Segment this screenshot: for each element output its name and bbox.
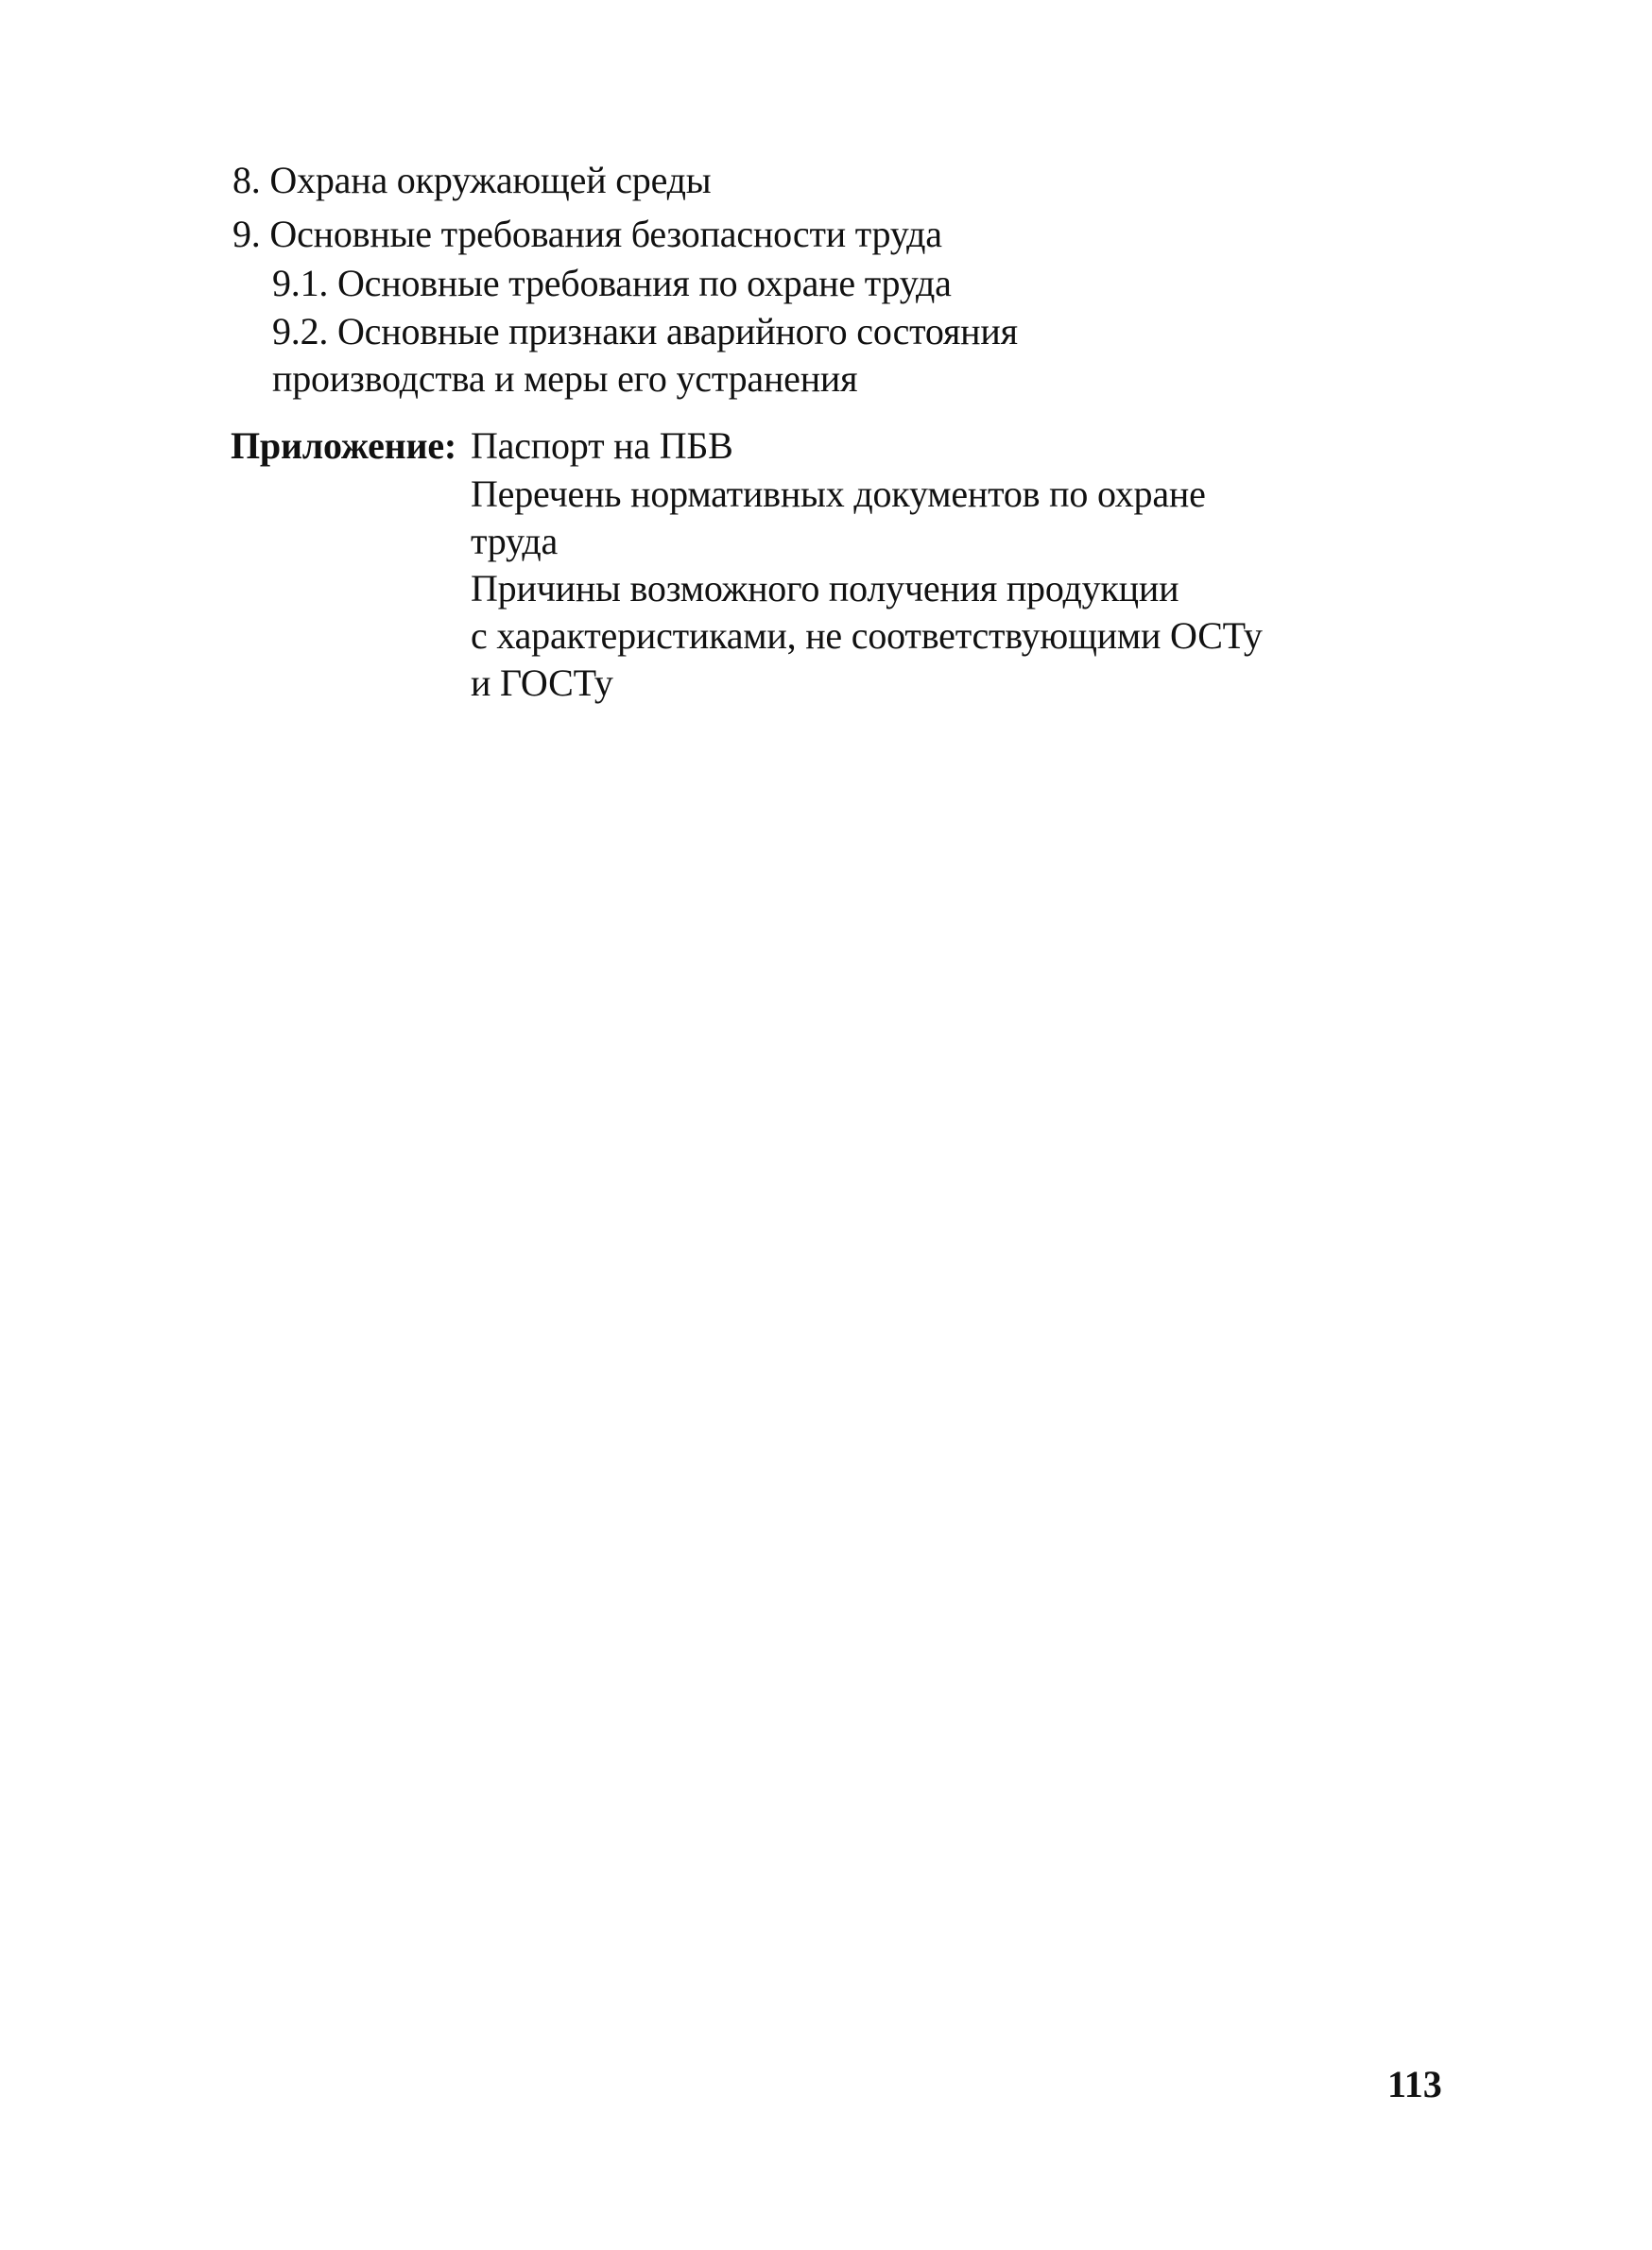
appendix-entry-3-line-2: с характеристиками, не соответствующими ОСТу <box>471 614 1263 657</box>
appendix-entry-3-line-1: Причины возможного получения продукции <box>471 567 1179 610</box>
appendix-entry-2-line-1: Перечень нормативных документов по охране <box>471 472 1206 515</box>
appendix-entry-1: Паспорт на ПБВ <box>471 424 733 467</box>
appendix-label: Приложение: <box>231 424 457 467</box>
toc-item-9-2-line-1: 9.2. Основные признаки аварийного состояния <box>272 310 1018 352</box>
appendix-entry-3-line-3: и ГОСТу <box>471 661 613 704</box>
toc-item-8: 8. Охрана окружающей среды <box>232 159 712 201</box>
appendix-entry-2-line-2: труда <box>471 520 559 562</box>
toc-item-9-2-line-2: производства и меры его устранения <box>272 357 858 400</box>
toc-item-9-1: 9.1. Основные требования по охране труда <box>272 262 952 304</box>
toc-item-9: 9. Основные требования безопасности труда <box>232 213 942 255</box>
page-number: 113 <box>1387 2063 1442 2105</box>
